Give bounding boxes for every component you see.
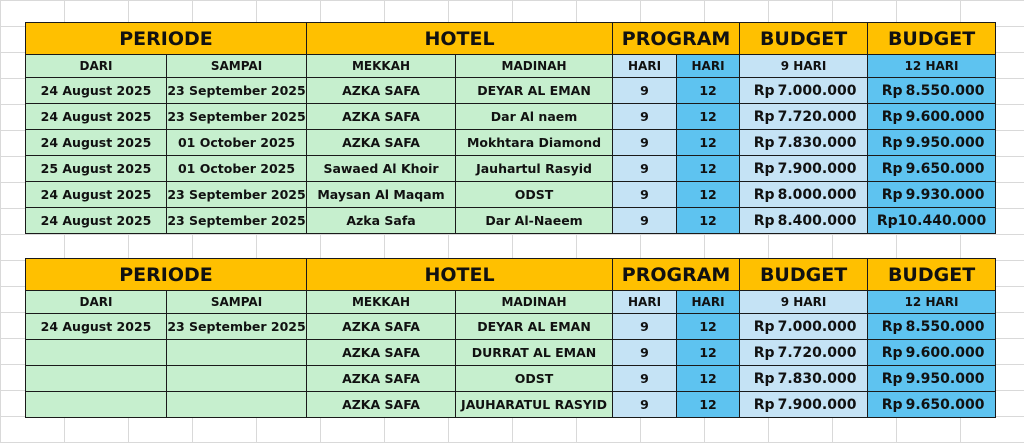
budget-12-cell[interactable]	[868, 182, 996, 208]
hari-12-cell[interactable]: 12	[677, 314, 740, 340]
hari-9-cell[interactable]: 9	[613, 104, 677, 130]
mekkah-header[interactable]: MEKKAH	[307, 291, 456, 314]
mekkah-hotel-cell[interactable]: AZKA SAFA	[307, 314, 456, 340]
amount-value: 7.900.000	[777, 396, 857, 413]
mekkah-hotel-cell[interactable]: Sawaed Al Khoir	[307, 156, 456, 182]
amount-value: 9.600.000	[905, 108, 985, 125]
dari-header[interactable]: DARI	[26, 291, 167, 314]
sampai-cell[interactable]: 23 September 2025	[167, 314, 307, 340]
mekkah-hotel-cell[interactable]: Azka Safa	[307, 208, 456, 234]
mekkah-hotel-cell[interactable]: AZKA SAFA	[307, 78, 456, 104]
budget-12-header[interactable]: BUDGET	[868, 259, 996, 291]
budget-12-subheader[interactable]: 12 HARI	[868, 291, 996, 314]
hari-12-header[interactable]: HARI	[677, 55, 740, 78]
hari-9-header[interactable]: HARI	[613, 291, 677, 314]
table-row	[26, 156, 996, 182]
table-row	[26, 104, 996, 130]
periode-header[interactable]: PERIODE	[26, 23, 307, 55]
currency-label: Rp	[753, 318, 775, 335]
table-row	[26, 182, 996, 208]
madinah-hotel-cell[interactable]: Dar Al-Naeem	[456, 208, 613, 234]
dari-cell[interactable]: 25 August 2025	[26, 156, 167, 182]
budget-12-cell[interactable]	[868, 366, 996, 392]
budget-9-subheader[interactable]: 9 HARI	[740, 291, 868, 314]
dari-cell[interactable]	[26, 340, 167, 366]
budget-9-cell[interactable]	[740, 130, 868, 156]
amount-value: 7.830.000	[777, 370, 857, 387]
budget-12-cell[interactable]	[868, 314, 996, 340]
budget-12-cell[interactable]	[868, 208, 996, 234]
hari-9-cell[interactable]: 9	[613, 314, 677, 340]
table-row	[26, 208, 996, 234]
budget-9-cell[interactable]	[740, 366, 868, 392]
program-header[interactable]: PROGRAM	[613, 23, 740, 55]
mekkah-hotel-cell[interactable]: AZKA SAFA	[307, 104, 456, 130]
hari-9-cell[interactable]: 9	[613, 130, 677, 156]
hari-9-header[interactable]: HARI	[613, 55, 677, 78]
hari-9-cell[interactable]: 9	[613, 182, 677, 208]
budget-9-cell[interactable]	[740, 104, 868, 130]
budget-12-cell[interactable]	[868, 104, 996, 130]
amount-value: 9.650.000	[905, 396, 985, 413]
dari-cell[interactable]: 24 August 2025	[26, 78, 167, 104]
table-row	[26, 78, 996, 104]
hotel-header[interactable]: HOTEL	[307, 259, 613, 291]
sampai-cell[interactable]: 23 September 2025	[167, 182, 307, 208]
price-table-1	[25, 22, 996, 234]
mekkah-hotel-cell[interactable]: AZKA SAFA	[307, 392, 456, 418]
amount-value: 7.830.000	[777, 134, 857, 151]
dari-cell[interactable]: 24 August 2025	[26, 208, 167, 234]
currency-label: Rp	[753, 370, 775, 387]
currency-label: Rp	[753, 396, 775, 413]
dari-cell[interactable]	[26, 392, 167, 418]
budget-9-cell[interactable]	[740, 392, 868, 418]
dari-cell[interactable]	[26, 366, 167, 392]
amount-value: 8.000.000	[777, 186, 857, 203]
budget-12-cell[interactable]	[868, 156, 996, 182]
budget-9-cell[interactable]	[740, 182, 868, 208]
madinah-header[interactable]: MADINAH	[456, 55, 613, 78]
sampai-cell[interactable]: 01 October 2025	[167, 130, 307, 156]
hari-9-cell[interactable]: 9	[613, 340, 677, 366]
currency-label: Rp	[881, 186, 903, 203]
mekkah-hotel-cell[interactable]: AZKA SAFA	[307, 130, 456, 156]
dari-header[interactable]: DARI	[26, 55, 167, 78]
currency-label: Rp	[881, 344, 903, 361]
budget-9-cell[interactable]	[740, 340, 868, 366]
amount-value: 8.400.000	[777, 212, 857, 229]
amount-value: 10.440.000	[897, 212, 987, 229]
budget-12-subheader[interactable]: 12 HARI	[868, 55, 996, 78]
currency-label: Rp	[753, 82, 775, 99]
amount-value: 9.930.000	[905, 186, 985, 203]
sampai-header[interactable]: SAMPAI	[167, 55, 307, 78]
amount-value: 7.000.000	[777, 82, 857, 99]
amount-value: 7.900.000	[777, 160, 857, 177]
hari-12-cell[interactable]: 12	[677, 208, 740, 234]
mekkah-hotel-cell[interactable]: Maysan Al Maqam	[307, 182, 456, 208]
dari-cell[interactable]: 24 August 2025	[26, 104, 167, 130]
budget-9-cell[interactable]	[740, 208, 868, 234]
currency-label: Rp	[881, 134, 903, 151]
sampai-cell[interactable]	[167, 366, 307, 392]
hotel-header[interactable]: HOTEL	[307, 23, 613, 55]
currency-label: Rp	[753, 134, 775, 151]
hari-12-cell[interactable]: 12	[677, 156, 740, 182]
amount-value: 9.950.000	[905, 370, 985, 387]
amount-value: 8.550.000	[905, 82, 985, 99]
hari-9-cell[interactable]: 9	[613, 156, 677, 182]
table-row	[26, 392, 996, 418]
sampai-cell[interactable]	[167, 340, 307, 366]
mekkah-hotel-cell[interactable]: AZKA SAFA	[307, 340, 456, 366]
periode-header[interactable]: PERIODE	[26, 259, 307, 291]
madinah-hotel-cell[interactable]: ODST	[456, 182, 613, 208]
currency-label: Rp	[881, 108, 903, 125]
budget-9-cell[interactable]	[740, 78, 868, 104]
table-row	[26, 366, 996, 392]
hari-9-cell[interactable]: 9	[613, 366, 677, 392]
table-row	[26, 130, 996, 156]
amount-value: 9.650.000	[905, 160, 985, 177]
madinah-header[interactable]: MADINAH	[456, 291, 613, 314]
dari-cell[interactable]: 24 August 2025	[26, 130, 167, 156]
price-table-2	[25, 258, 996, 418]
madinah-hotel-cell[interactable]: Mokhtara Diamond	[456, 130, 613, 156]
sampai-cell[interactable]: 23 September 2025	[167, 104, 307, 130]
currency-label: Rp	[753, 108, 775, 125]
madinah-hotel-cell[interactable]: DEYAR AL EMAN	[456, 78, 613, 104]
sampai-header[interactable]: SAMPAI	[167, 291, 307, 314]
currency-label: Rp	[881, 370, 903, 387]
budget-9-cell[interactable]	[740, 314, 868, 340]
budget-12-cell[interactable]	[868, 130, 996, 156]
dari-cell[interactable]: 24 August 2025	[26, 314, 167, 340]
madinah-hotel-cell[interactable]: ODST	[456, 366, 613, 392]
hari-9-cell[interactable]: 9	[613, 78, 677, 104]
amount-value: 8.550.000	[905, 318, 985, 335]
hari-9-cell[interactable]: 9	[613, 392, 677, 418]
currency-label: Rp	[881, 318, 903, 335]
table-row	[26, 314, 996, 340]
hari-12-cell[interactable]: 12	[677, 366, 740, 392]
hari-12-header[interactable]: HARI	[677, 291, 740, 314]
currency-label: Rp	[876, 212, 898, 229]
hari-12-cell[interactable]: 12	[677, 130, 740, 156]
sampai-cell[interactable]	[167, 392, 307, 418]
currency-label: Rp	[753, 212, 775, 229]
madinah-hotel-cell[interactable]: Jauhartul Rasyid	[456, 156, 613, 182]
mekkah-hotel-cell[interactable]: AZKA SAFA	[307, 366, 456, 392]
hari-12-cell[interactable]: 12	[677, 78, 740, 104]
budget-9-header[interactable]: BUDGET	[740, 23, 868, 55]
amount-value: 9.950.000	[905, 134, 985, 151]
hari-12-cell[interactable]: 12	[677, 340, 740, 366]
sampai-cell[interactable]: 23 September 2025	[167, 78, 307, 104]
sampai-cell[interactable]: 01 October 2025	[167, 156, 307, 182]
mekkah-header[interactable]: MEKKAH	[307, 55, 456, 78]
currency-label: Rp	[753, 344, 775, 361]
budget-9-cell[interactable]	[740, 156, 868, 182]
budget-9-subheader[interactable]: 9 HARI	[740, 55, 868, 78]
dari-cell[interactable]: 24 August 2025	[26, 182, 167, 208]
amount-value: 7.720.000	[777, 108, 857, 125]
hari-12-cell[interactable]: 12	[677, 182, 740, 208]
hari-9-cell[interactable]: 9	[613, 208, 677, 234]
madinah-hotel-cell[interactable]: Dar Al naem	[456, 104, 613, 130]
program-header[interactable]: PROGRAM	[613, 259, 740, 291]
budget-12-cell[interactable]	[868, 392, 996, 418]
hari-12-cell[interactable]: 12	[677, 392, 740, 418]
currency-label: Rp	[881, 160, 903, 177]
madinah-hotel-cell[interactable]: DURRAT AL EMAN	[456, 340, 613, 366]
amount-value: 7.720.000	[777, 344, 857, 361]
madinah-hotel-cell[interactable]: DEYAR AL EMAN	[456, 314, 613, 340]
amount-value: 7.000.000	[777, 318, 857, 335]
sampai-cell[interactable]: 23 September 2025	[167, 208, 307, 234]
table-row	[26, 340, 996, 366]
currency-label: Rp	[881, 396, 903, 413]
budget-12-header[interactable]: BUDGET	[868, 23, 996, 55]
currency-label: Rp	[881, 82, 903, 99]
hari-12-cell[interactable]: 12	[677, 104, 740, 130]
budget-12-cell[interactable]	[868, 78, 996, 104]
currency-label: Rp	[753, 186, 775, 203]
budget-12-cell[interactable]	[868, 340, 996, 366]
budget-9-header[interactable]: BUDGET	[740, 259, 868, 291]
amount-value: 9.600.000	[905, 344, 985, 361]
currency-label: Rp	[753, 160, 775, 177]
madinah-hotel-cell[interactable]: JAUHARATUL RASYID	[456, 392, 613, 418]
